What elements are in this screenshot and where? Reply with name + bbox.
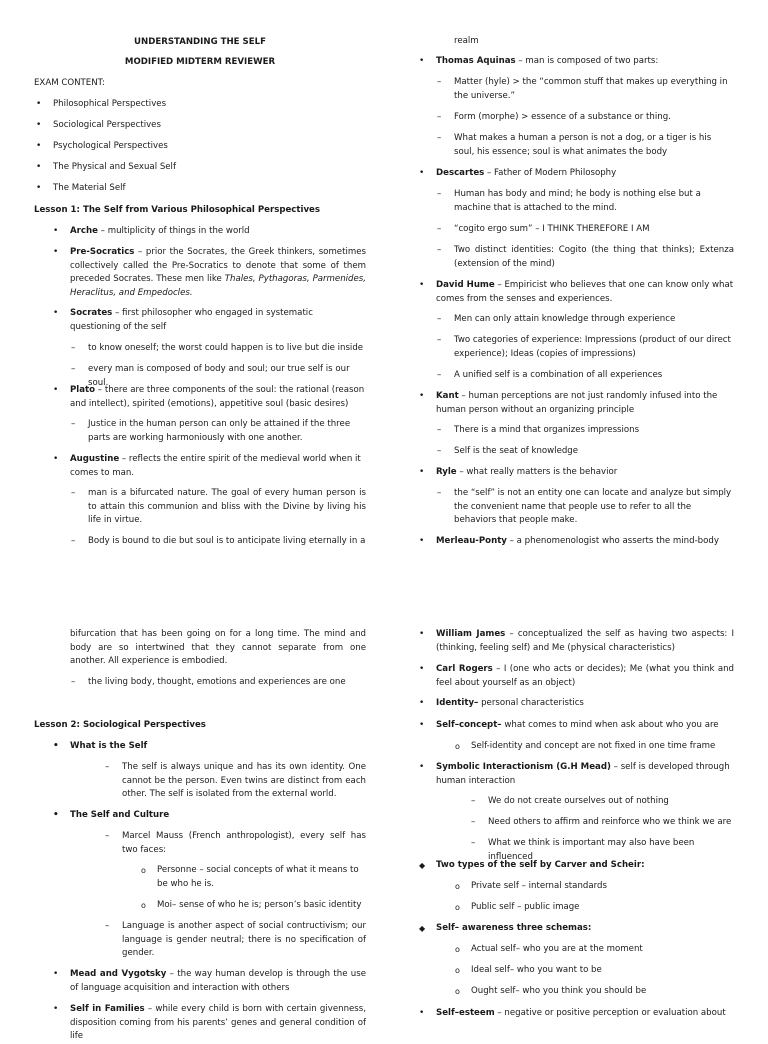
what-is-self-item: • What is the Self bbox=[70, 740, 147, 754]
aquinas-sub: – Matter (hyle) > the “common stuff that makes up everything in the universe.” bbox=[454, 76, 734, 103]
symbolic-interactionism-sub: – Need others to affirm and reinforce who we think we are bbox=[488, 816, 734, 830]
hume-item: • David Hume – Empiricist who believes that one can know only what comes from the senses and experiences. bbox=[436, 279, 734, 306]
lesson1-heading: Lesson 1: The Self from Various Philosophical Perspectives bbox=[34, 205, 321, 215]
aquinas-sub: – Form (morphe) > essence of a substance or thing. bbox=[454, 111, 734, 125]
self-families-item: • Self in Families – while every child is born with certain givenness, disposition coming from his parents’ genes and general condition of life bbox=[70, 1003, 366, 1044]
hume-sub: – Two categories of experience: Impressions (product of our direct experience); Ideas (copies of impressions) bbox=[454, 334, 734, 361]
self-awareness-sub: o Ought self– who you think you should be bbox=[471, 985, 734, 999]
mead-vygotsky-item: • Mead and Vygotsky – the way human develop is through the use of language acquisition and interaction with others bbox=[70, 968, 366, 995]
socrates-sub: – to know oneself; the worst could happen is to live but die inside bbox=[88, 342, 366, 356]
hume-sub: – Men can only attain knowledge through experience bbox=[454, 313, 734, 327]
exam-content-label: EXAM CONTENT: bbox=[34, 78, 105, 88]
augustine-item: • Augustine – reflects the entire spirit of the medieval world when it comes to man. bbox=[70, 453, 366, 480]
descartes-sub: – Two distinct identities: Cogito (the thing that thinks); Extenza (extension of the mind) bbox=[454, 244, 734, 271]
realm-continuation: realm bbox=[454, 36, 479, 46]
ryle-sub: – the “self” is not an entity one can locate and analyze but simply the convenient name that people use to refer to all the behaviors that people make. bbox=[454, 487, 734, 528]
what-is-self-sub: – The self is always unique and has its own identity. One cannot be the person. Even twins are distinct from each other. The self is isolated from the external world. bbox=[122, 761, 366, 802]
plato-sub: – Justice in the human person can only be attained if the three parts are working harmoniously with one another. bbox=[88, 418, 366, 445]
presocratics-item: • Pre-Socratics – prior the Socrates, the Greek thinkers, sometimes collectively called the Pre-Socratics to denote that some of them preceded Socrates. These men like Thales, Pythagoras, Parmenides, Heraclitus, and Empedocles. bbox=[70, 246, 366, 300]
self-concept-item: • Self–concept– what comes to mind when ask about who you are bbox=[436, 719, 734, 733]
socrates-item: • Socrates – first philosopher who engaged in systematic questioning of the self bbox=[70, 307, 366, 334]
self-culture-sub: – Marcel Mauss (French anthropologist), every self has two faces: bbox=[122, 830, 366, 857]
kant-sub: – Self is the seat of knowledge bbox=[454, 445, 734, 459]
carver-scheir-sub: o Private self – internal standards bbox=[471, 880, 734, 894]
william-james-item: • William James – conceptualized the self as having two aspects: I (thinking, feeling self) and Me (physical characteristics) bbox=[436, 628, 734, 655]
self-culture-face: o Personne – social concepts of what it means to be who he is. bbox=[157, 864, 366, 891]
merleau-ponty-sub: – the living body, thought, emotions and experiences are one bbox=[88, 676, 366, 690]
self-esteem-item: • Self–esteem – negative or positive perception or evaluation about bbox=[436, 1007, 734, 1021]
self-concept-sub: o Self-identity and concept are not fixed in one time frame bbox=[471, 740, 734, 754]
identity-item: • Identity– personal characteristics bbox=[436, 697, 734, 711]
descartes-sub: – Human has body and mind; he body is nothing else but a machine that is attached to the mind. bbox=[454, 188, 734, 215]
symbolic-interactionism-sub: – We do not create ourselves out of nothing bbox=[488, 795, 734, 809]
symbolic-interactionism-item: • Symbolic Interactionism (G.H Mead) – self is developed through human interaction bbox=[436, 761, 734, 788]
exam-item: • Psychological Perspectives bbox=[53, 140, 168, 154]
exam-item: • The Material Self bbox=[53, 182, 126, 196]
aquinas-item: • Thomas Aquinas – man is composed of two parts: bbox=[436, 55, 734, 69]
descartes-item: • Descartes – Father of Modern Philosophy bbox=[436, 167, 734, 181]
exam-item: • Sociological Perspectives bbox=[53, 119, 161, 133]
ryle-item: • Ryle – what really matters is the behavior bbox=[436, 466, 734, 480]
descartes-sub: – “cogito ergo sum” – I THINK THEREFORE I AM bbox=[454, 223, 734, 237]
plato-item: • Plato – there are three components of the soul: the rational (reason and intellect), spirited (emotions), appetitive soul (basic desires) bbox=[70, 384, 366, 411]
augustine-sub: – man is a bifurcated nature. The goal of every human person is to attain this communion and bliss with the Divine by living his life in virtue. bbox=[88, 487, 366, 528]
lesson2-heading: Lesson 2: Sociological Perspectives bbox=[34, 720, 206, 730]
carver-scheir-item: ◆ Two types of the self by Carver and Scheir: bbox=[436, 859, 734, 873]
self-culture-sub: – Language is another aspect of social contructivism; our language is gender neutral; there is no specification of gender. bbox=[122, 920, 366, 961]
merleau-ponty-item: • Merleau-Ponty – a phenomenologist who asserts the mind-body bbox=[436, 535, 734, 549]
kant-item: • Kant – human perceptions are not just randomly infused into the human person without an organizing principle bbox=[436, 390, 734, 417]
exam-item: • Philosophical Perspectives bbox=[53, 98, 166, 112]
socrates-sub: – every man is composed of body and soul; our true self is our soul. bbox=[88, 363, 366, 390]
arche-item: • Arche – multiplicity of things in the world bbox=[70, 225, 366, 239]
document-subtitle: MODIFIED MIDTERM REVIEWER bbox=[124, 57, 276, 67]
exam-item: • The Physical and Sexual Self bbox=[53, 161, 176, 175]
document-title: UNDERSTANDING THE SELF bbox=[134, 37, 266, 47]
hume-sub: – A unified self is a combination of all experiences bbox=[454, 369, 734, 383]
augustine-sub: – Body is bound to die but soul is to anticipate living eternally in a bbox=[88, 535, 366, 549]
carver-scheir-sub: o Public self – public image bbox=[471, 901, 734, 915]
self-culture-face: o Moi– sense of who he is; person’s basic identity bbox=[157, 899, 366, 913]
self-awareness-item: ◆ Self– awareness three schemas: bbox=[436, 922, 734, 936]
symbolic-interactionism-sub: – What we think is important may also have been influenced bbox=[488, 837, 734, 864]
kant-sub: – There is a mind that organizes impressions bbox=[454, 424, 734, 438]
self-culture-item: • The Self and Culture bbox=[70, 809, 169, 823]
merleau-ponty-continuation: bifurcation that has been going on for a long time. The mind and body are so intertwined that they cannot separate from one another. All experience is embodied. bbox=[70, 629, 366, 666]
self-awareness-sub: o Actual self– who you are at the moment bbox=[471, 943, 734, 957]
carl-rogers-item: • Carl Rogers – I (one who acts or decides); Me (what you think and feel about yourself as an object) bbox=[436, 663, 734, 690]
self-awareness-sub: o Ideal self– who you want to be bbox=[471, 964, 734, 978]
aquinas-sub: – What makes a human a person is not a dog, or a tiger is his soul, his essence; soul is what animates the body bbox=[454, 132, 734, 159]
